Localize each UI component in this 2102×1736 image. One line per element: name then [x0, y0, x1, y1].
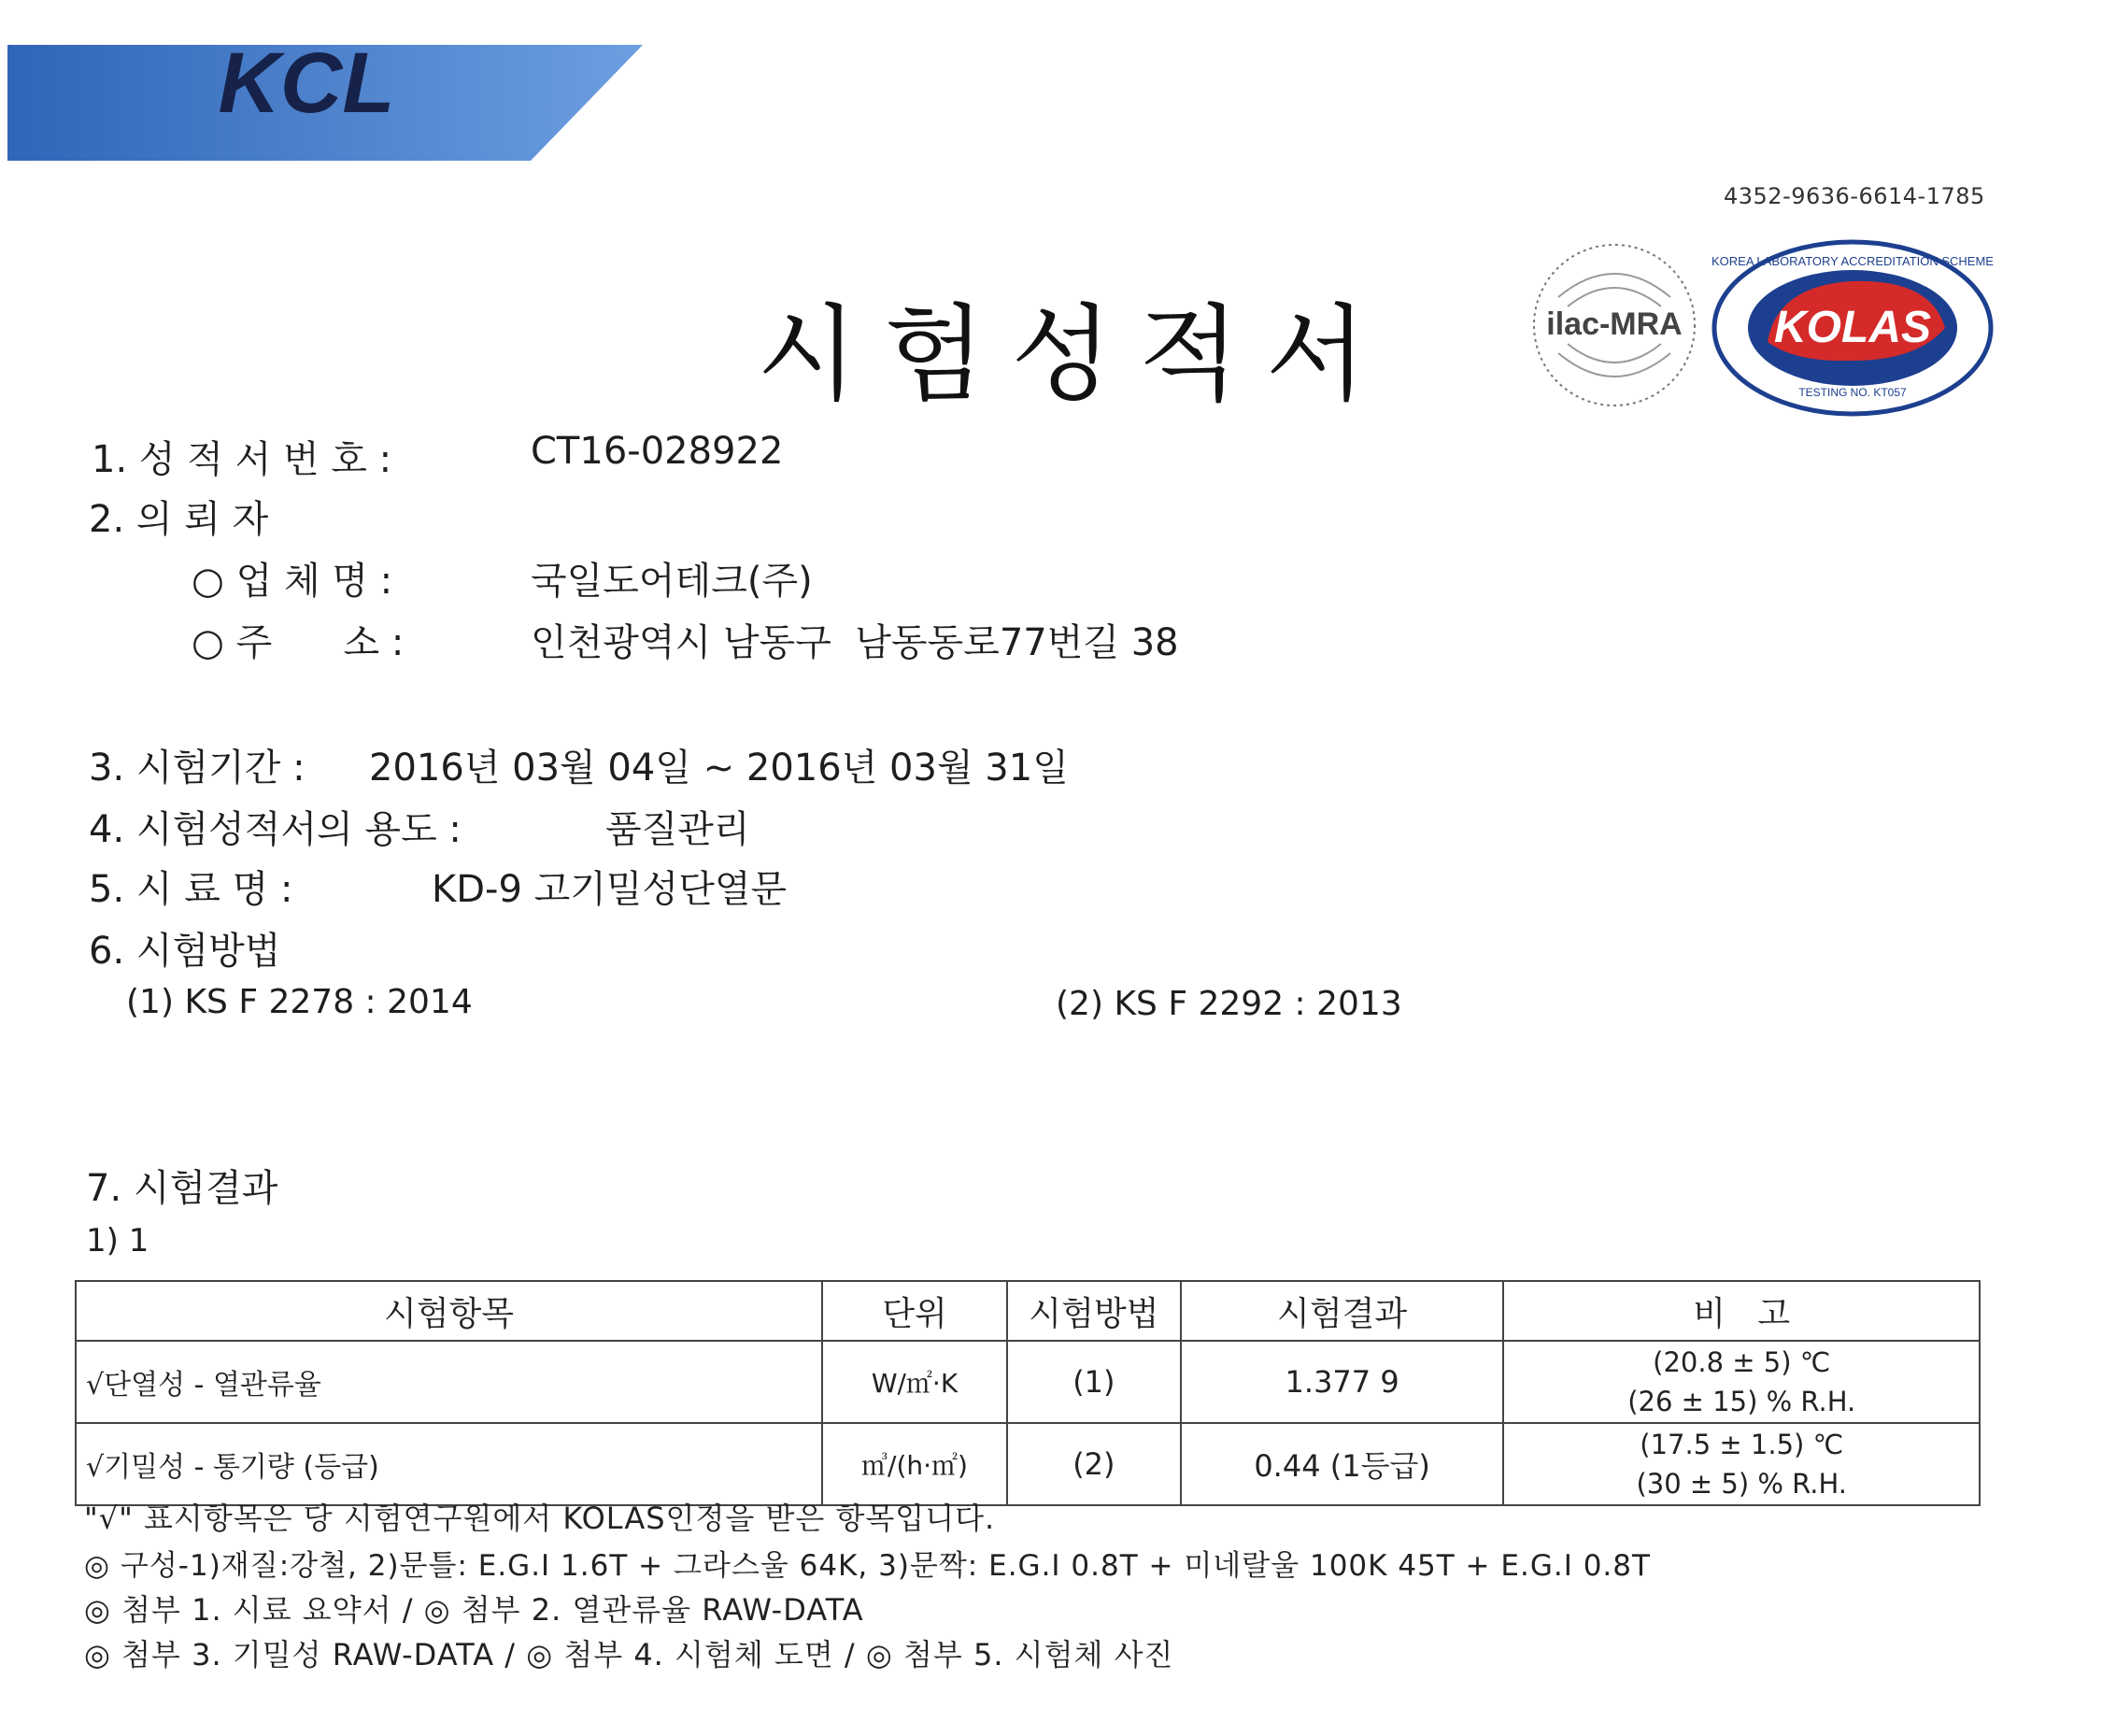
kcl-logo-banner [7, 45, 643, 161]
kcl-logo-text: KCL [218, 45, 395, 131]
header-method: 시험방법 [1007, 1281, 1181, 1341]
company-value: 국일도어테크(주) [531, 560, 813, 603]
document-serial-number: 4352-9636-6614-1785 [1724, 183, 1985, 209]
ilac-mra-seal [1530, 241, 1698, 409]
ilac-mra-text: ilac-MRA [1546, 306, 1683, 342]
header-unit: 단위 [822, 1281, 1007, 1341]
company-label: ○ 업 체 명 : [192, 560, 393, 603]
sample-label: 5. 시 료 명 : [89, 868, 293, 911]
test-period-value: 2016년 03월 04일 ~ 2016년 03월 31일 [369, 747, 1069, 790]
remark-temperature: (20.8 ± 5) ℃ [1653, 1346, 1831, 1378]
attachment-note-1: ◎ 첨부 1. 시료 요약서 / ◎ 첨부 2. 열관류율 RAW-DATA [84, 1592, 864, 1628]
sample-value: KD-9 고기밀성단열문 [432, 868, 788, 911]
kolas-ring-text: KOREA LABORATORY ACCREDITATION SCHEME [1711, 254, 1994, 268]
address-label: ○ 주 소 : [192, 621, 405, 664]
remark-humidity: (26 ± 15) % R.H. [1627, 1386, 1856, 1417]
header-remarks: 비 고 [1503, 1281, 1980, 1341]
composition-note: ◎ 구성-1)재질:강철, 2)문틀: E.G.I 1.6T + 그라스울 64K, 3)문짝: E.G.I 0.8T + 미네랄울 100K 45T + E.G.I 0.8T [84, 1549, 1651, 1583]
header-result: 시험결과 [1181, 1281, 1504, 1341]
report-number-label: 1. 성 적 서 번 호 : [92, 438, 392, 481]
cell-unit: W/㎡·K [822, 1341, 1007, 1423]
table-header-row [76, 1281, 1980, 1341]
attachment-note-2: ◎ 첨부 3. 기밀성 RAW-DATA / ◎ 첨부 4. 시험체 도면 / ◎ 첨부 5. 시험체 사진 [84, 1637, 1174, 1672]
purpose-label: 4. 시험성적서의 용도 : [89, 808, 462, 851]
header-test-item: 시험항목 [76, 1281, 822, 1341]
table-row [76, 1341, 1980, 1423]
cell-method: (1) [1007, 1341, 1181, 1423]
cell-result: 1.377 9 [1181, 1341, 1504, 1423]
cell-method: (2) [1007, 1423, 1181, 1505]
purpose-value: 품질관리 [605, 808, 750, 851]
cell-result: 0.44 (1등급) [1181, 1423, 1504, 1505]
cell-remarks [1503, 1341, 1980, 1423]
test-results-table [75, 1280, 1981, 1506]
kolas-footnote: "√" 표시항목은 당 시험연구원에서 KOLAS인정을 받은 항목입니다. [84, 1501, 996, 1536]
test-method-1: (1) KS F 2278 : 2014 [126, 983, 473, 1021]
test-period-label: 3. 시험기간 : [89, 747, 305, 790]
kolas-text: KOLAS [1774, 303, 1931, 352]
remark-humidity: (30 ± 5) % R.H. [1636, 1468, 1847, 1500]
cell-remarks [1503, 1423, 1980, 1505]
test-method-label: 6. 시험방법 [89, 930, 281, 973]
client-label: 2. 의 뢰 자 [89, 498, 269, 541]
table-row [76, 1423, 1980, 1505]
page-title: 시험성적서 [757, 294, 1393, 416]
cell-unit: ㎥/(h·㎡) [822, 1423, 1007, 1505]
cell-item: √기밀성 - 통기량 (등급) [76, 1423, 822, 1505]
cell-item: √단열성 - 열관류율 [76, 1341, 822, 1423]
kolas-testing-number: TESTING NO. KT057 [1798, 386, 1907, 399]
remark-temperature: (17.5 ± 1.5) ℃ [1640, 1429, 1844, 1460]
test-result-subheading: 1) 1 [86, 1222, 149, 1259]
test-result-label: 7. 시험결과 [86, 1167, 278, 1210]
address-value: 인천광역시 남동구 남동동로77번길 38 [531, 621, 1179, 664]
report-number-value: CT16-028922 [531, 430, 784, 473]
test-method-2: (2) KS F 2292 : 2013 [1056, 985, 1402, 1023]
kolas-seal [1711, 239, 1994, 417]
